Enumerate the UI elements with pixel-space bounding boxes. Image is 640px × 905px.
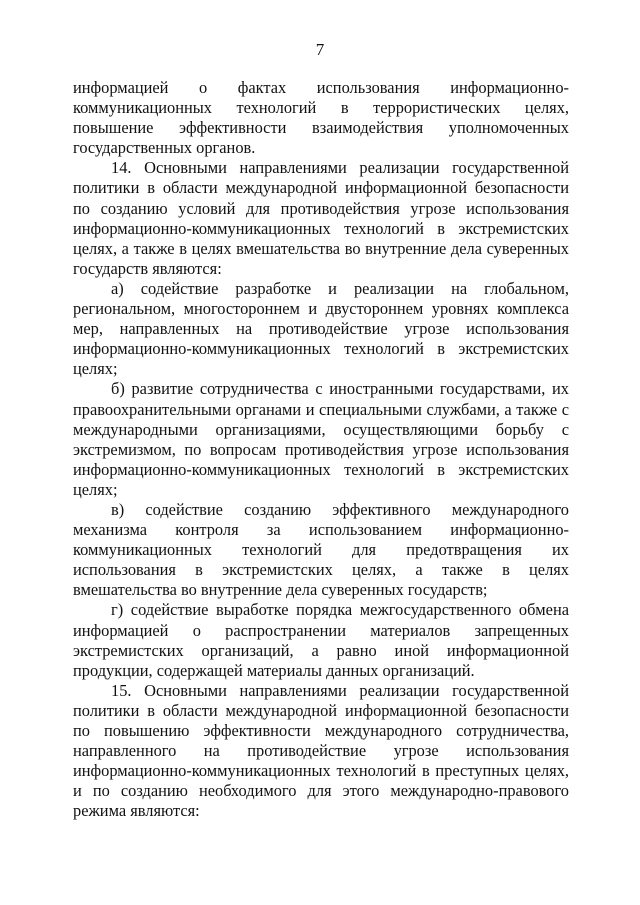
paragraph-14: 14. Основными направлениями реализации государственной политики в области международной информационной безопасности по созданию условий для противодействия угрозе использования информационно-коммуникационных технологий в экстремистских целях, а также в целях вмешательства во внутренние дела суверенных государств являются: bbox=[73, 158, 569, 278]
paragraph-14-v: в) содействие созданию эффективного международного механизма контроля за использованием информационно-коммуникационных технологий для предотвращения их использования в экстремистских целях, а также в целях вмешательства во внутренние дела суверенных государств; bbox=[73, 499, 569, 600]
paragraph-15: 15. Основными направлениями реализации государственной политики в области международной информационной безопасности по повышению эффективности международного сотрудничества, направленного на противодействие угрозе использования информационно-коммуникационных технологий в преступных целях, и по созданию необходимого для этого международно-правового режима являются: bbox=[73, 680, 569, 821]
document-body bbox=[73, 78, 569, 821]
paragraph-14-b: б) развитие сотрудничества с иностранными государствами, их правоохранительными органами и специальными службами, а также с международными организациями, осуществляющими борьбу с экстремизмом, по вопросам противодействия угрозе использования информационно-коммуникационных технологий в экстремистских целях; bbox=[73, 379, 569, 499]
paragraph-14-a: а) содействие разработке и реализации на глобальном, региональном, многостороннем и двустороннем уровнях комплекса мер, направленных на противодействие угрозе использования информационно-коммуникационных технологий в экстремистских целях; bbox=[73, 278, 569, 379]
paragraph-continuation: информацией о фактах использования информационно-коммуникационных технологий в террористических целях, повышение эффективности взаимодействия уполномоченных государственных органов. bbox=[73, 78, 569, 158]
paragraph-14-g: г) содействие выработке порядка межгосударственного обмена информацией о распространении материалов запрещенных экстремистских организаций, а равно иной информационной продукции, содержащей материалы данных организаций. bbox=[73, 600, 569, 680]
page-number: 7 bbox=[315, 40, 325, 59]
